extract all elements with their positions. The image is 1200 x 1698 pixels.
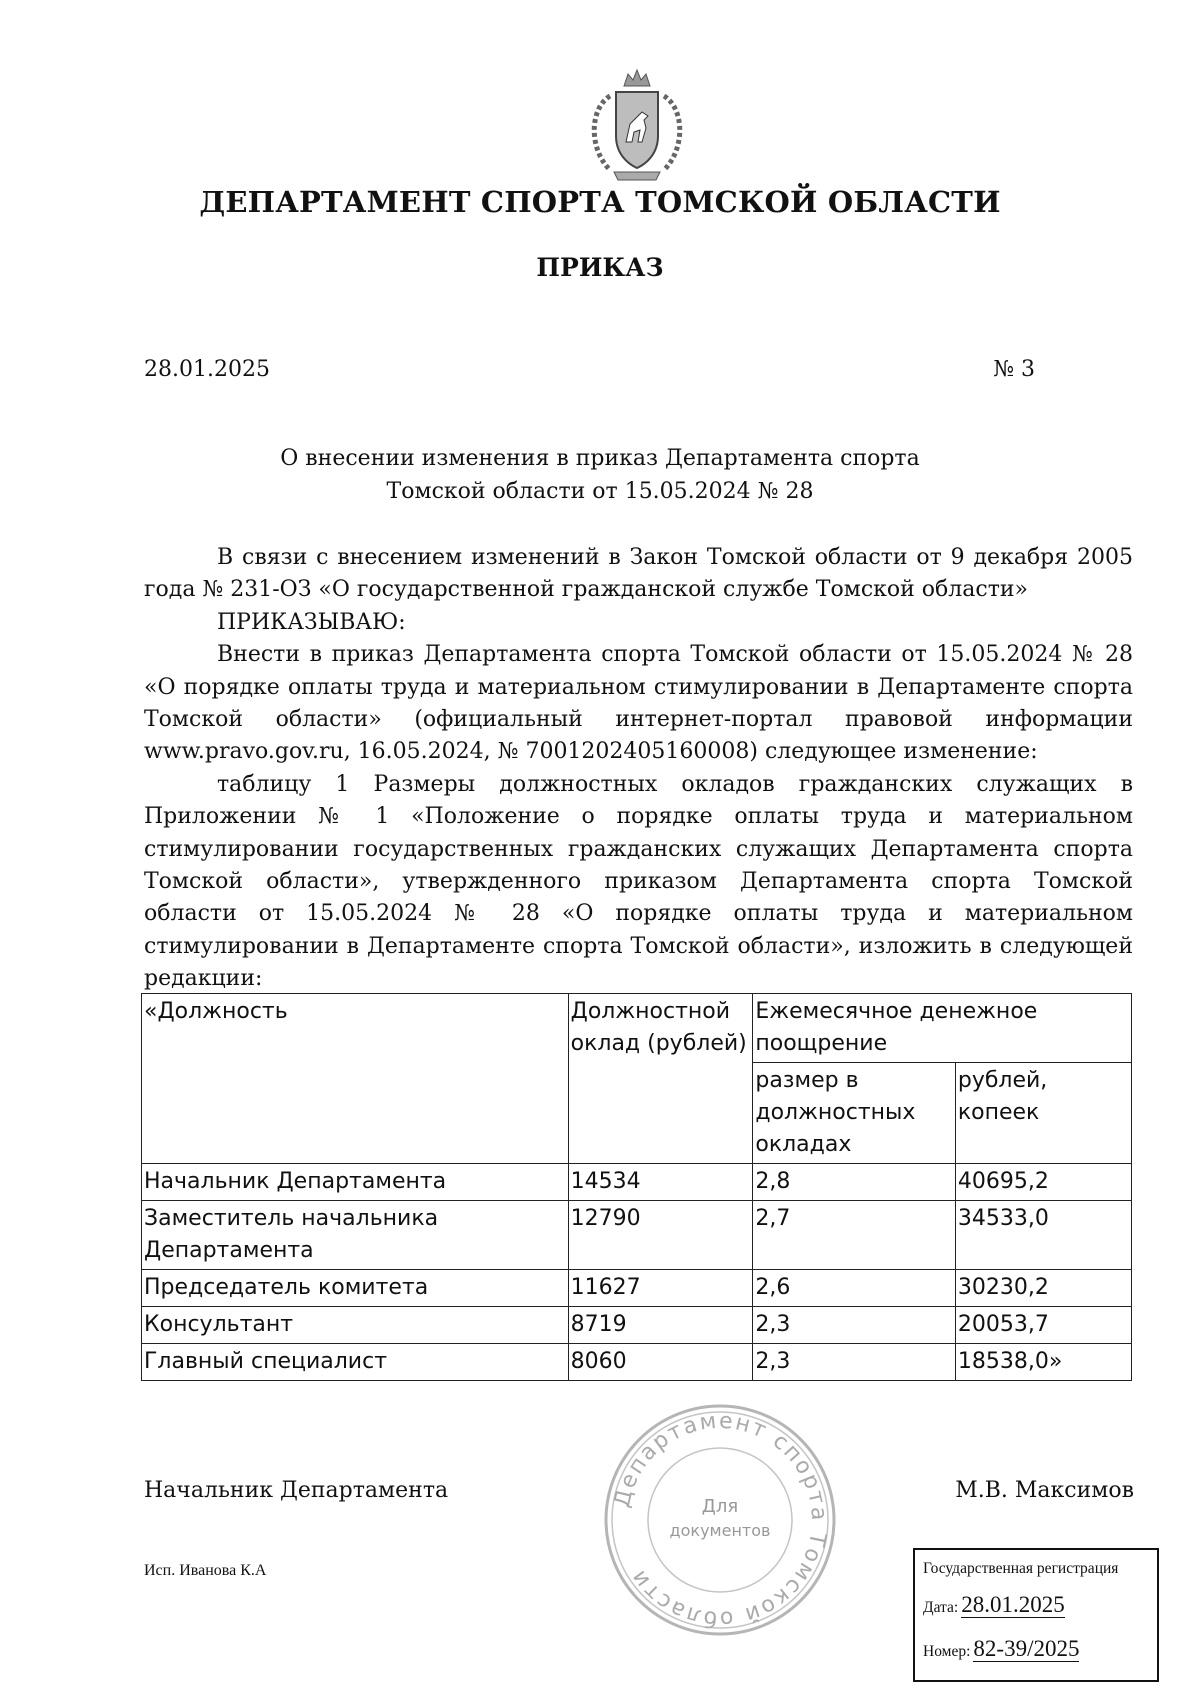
registration-number-value: 82-39/2025 [973,1636,1080,1661]
header-salary: Должностной оклад (рублей) [568,994,753,1164]
cell-salary: 8719 [568,1307,753,1344]
cell-rub: 20053,7 [955,1307,1131,1344]
body-paragraph-amendment: Внести в приказ Департамента спорта Томской области от 15.05.2024 № 28 «О порядке оплаты труда и материальном стимулировании в Департаменте спорта Томской области» (официальный интернет-портал правовой информации www.pravo.gov.ru, 16.05.2024, № 7001202405160008) следующее изменение: [144,642,1133,765]
executor-note: Исп. Иванова К.А [144,1562,267,1579]
order-body [144,542,1133,996]
stamp-ring-text: Департамент спорта Томской области [609,1408,832,1632]
table-row [142,1307,1132,1344]
cell-rub: 34533,0 [955,1201,1131,1270]
header-bonus-size: размер в должностных окладах [753,1063,956,1164]
header-bonus: Ежемесячное денежное поощрение [753,994,1132,1063]
body-order-word: ПРИКАЗЫВАЮ: [217,609,406,635]
header-position: «Должность [142,994,569,1164]
salary-table [141,993,1132,1381]
table-row [142,1344,1132,1381]
document-type-title: ПРИКАЗ [536,253,664,282]
stamp-center-text-2: документов [669,1521,771,1540]
cell-salary: 14534 [568,1164,753,1201]
cell-ratio: 2,8 [753,1164,956,1201]
body-paragraph-preamble: В связи с внесением изменений в Закон Томской области от 9 декабря 2005 года № 231-ОЗ «О государственной гражданской службе Томской области» [144,545,1133,603]
stamp-center-text-1: Для [701,1496,739,1517]
signer-name: М.В. Максимов [955,1478,1134,1503]
cell-rub: 30230,2 [955,1270,1131,1307]
header-bonus-rub: рублей, копеек [955,1063,1131,1164]
cell-salary: 12790 [568,1201,753,1270]
cell-position: Главный специалист [142,1344,569,1381]
official-stamp [600,1400,840,1640]
cell-position: Начальник Департамента [142,1164,569,1201]
cell-position: Заместитель начальника Департамента [142,1201,569,1270]
registration-number-line [923,1636,1079,1662]
cell-ratio: 2,3 [753,1307,956,1344]
cell-position: Председатель комитета [142,1270,569,1307]
cell-rub: 40695,2 [955,1164,1131,1201]
body-paragraph-table-intro: таблицу 1 Размеры должностных окладов гражданских служащих в Приложении № 1 «Положение о порядке оплаты труда и материальном стимулировании государственных гражданских служащих Департамента спорта Томской области», утвержденного приказом Департамента спорта Томской области от 15.05.2024 № 28 «О порядке оплаты труда и материальном стимулировании в Департаменте спорта Томской области», изложить в следующей редакции: [144,771,1133,992]
registration-box [913,1548,1159,1682]
registration-date-value: 28.01.2025 [961,1592,1065,1617]
cell-salary: 11627 [568,1270,753,1307]
cell-ratio: 2,6 [753,1270,956,1307]
table-row [142,1270,1132,1307]
cell-rub: 18538,0» [955,1344,1131,1381]
registration-date-label: Дата: [923,1599,959,1616]
cell-salary: 8060 [568,1344,753,1381]
order-number: № 3 [993,357,1035,382]
subject-line-2: Томской области от 15.05.2024 № 28 [386,479,814,504]
coat-of-arms-emblem [580,68,694,186]
table-header-row [142,994,1132,1063]
registration-number-label: Номер: [923,1643,971,1660]
cell-ratio: 2,7 [753,1201,956,1270]
registration-title: Государственная регистрация [923,1560,1119,1577]
table-row [142,1164,1132,1201]
registration-date-line [923,1592,1065,1618]
cell-position: Консультант [142,1307,569,1344]
table-row [142,1201,1132,1270]
department-title: ДЕПАРТАМЕНТ СПОРТА ТОМСКОЙ ОБЛАСТИ [199,185,1001,219]
subject-line-1: О внесении изменения в приказ Департамента спорта [280,446,920,471]
order-subject [180,442,1020,508]
signer-position: Начальник Департамента [144,1478,449,1503]
cell-ratio: 2,3 [753,1344,956,1381]
order-date: 28.01.2025 [144,357,270,382]
